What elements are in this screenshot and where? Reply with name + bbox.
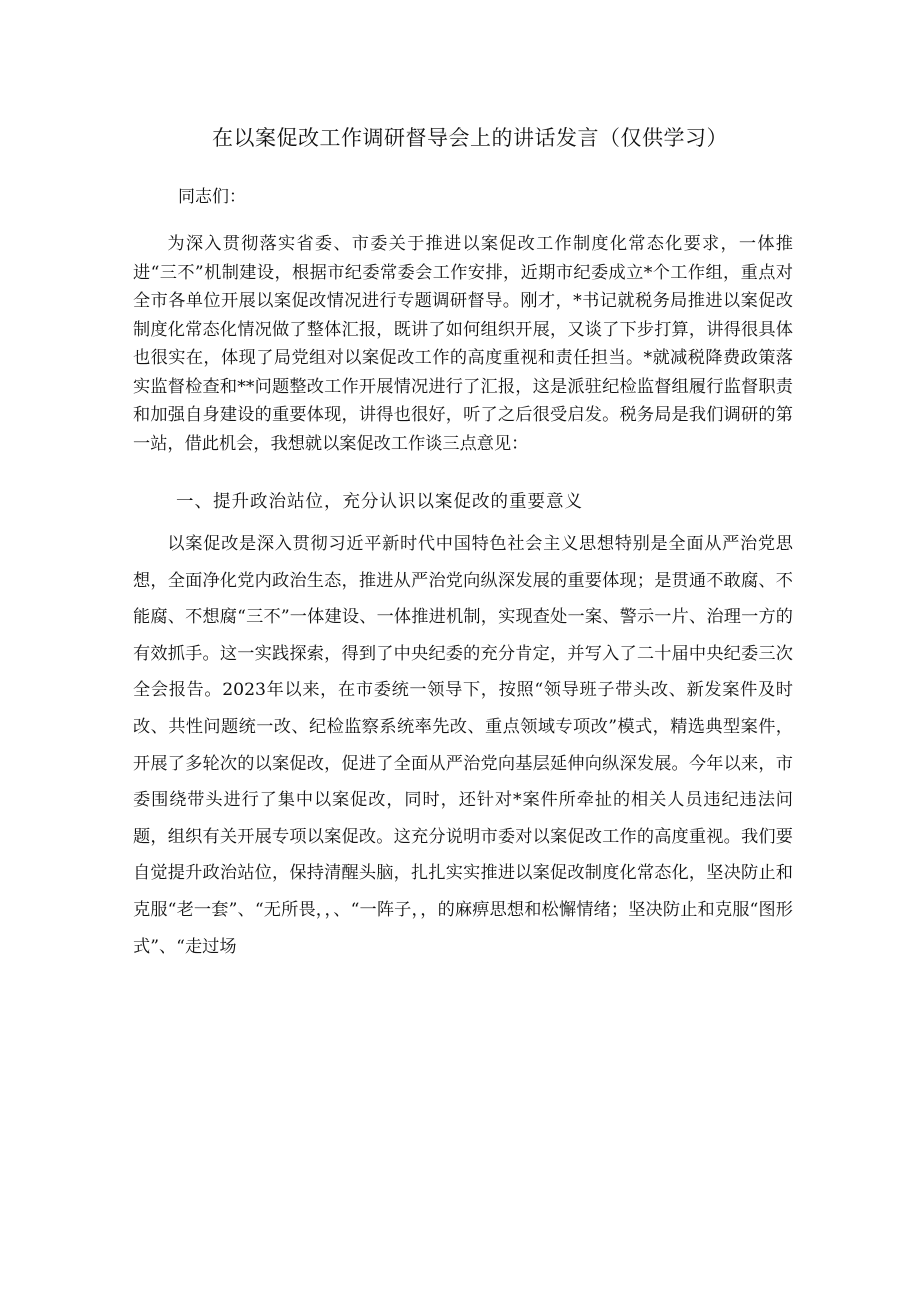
- salutation: 同志们：: [178, 187, 246, 207]
- section-1-heading: 一、提升政治站位，充分认识以案促改的重要意义: [176, 492, 583, 512]
- document-title: 在以案促改工作调研督导会上的讲话发言（仅供学习）: [212, 126, 728, 150]
- section-1-paragraph: 以案促改是深入贯彻习近平新时代中国特色社会主义思想特别是全面从严治党思想，全面净化党内政治生态，推进从严治党向纵深发展的重要体现；是贯通不敢腐、不能腐、不想腐“三不”一体建设、一体推进机制，实现查处一案、警示一片、治理一方的有效抓手。这一实践探索，得到了中央纪委的充分肯定，并写入了二十届中央纪委三次全会报告。2023年以来，在市委统一领导下，按照“领导班子带头改、新发案件及时改、共性问题统一改、纪检监察系统率先改、重点领域专项改”模式，精选典型案件，开展了多轮次的以案促改，促进了全面从严治党向基层延伸向纵深发展。今年以来，市委围绕带头进行了集中以案促改，同时，还针对*案件所牵扯的相关人员违纪违法问题，组织有关开展专项以案促改。这充分说明市委对以案促改工作的高度重视。我们要自觉提升政治站位，保持清醒头脑，扎扎实实推进以案促改制度化常态化，坚决防止和克服“老一套”、“无所畏，，、“一阵子，，的麻痹思想和松懈情绪；坚决防止和克服“图形式”、“走过场: [133, 534, 793, 957]
- intro-paragraph: 为深入贯彻落实省委、市委关于推进以案促改工作制度化常态化要求，一体推进“三不”机制建设，根据市纪委常委会工作安排，近期市纪委成立*个工作组，重点对全市各单位开展以案促改情况进行专题调研督导。刚才，*书记就税务局推进以案促改制度化常态化情况做了整体汇报，既讲了如何组织开展，又谈了下步打算，讲得很具体也很实在，体现了局党组对以案促改工作的高度重视和责任担当。*就减税降费政策落实监督检查和**问题整改工作开展情况进行了汇报，这是派驻纪检监督组履行监督职责和加强自身建设的重要体现，讲得也很好，听了之后很受启发。税务局是我们调研的第一站，借此机会，我想就以案促改工作谈三点意见：: [133, 234, 793, 454]
